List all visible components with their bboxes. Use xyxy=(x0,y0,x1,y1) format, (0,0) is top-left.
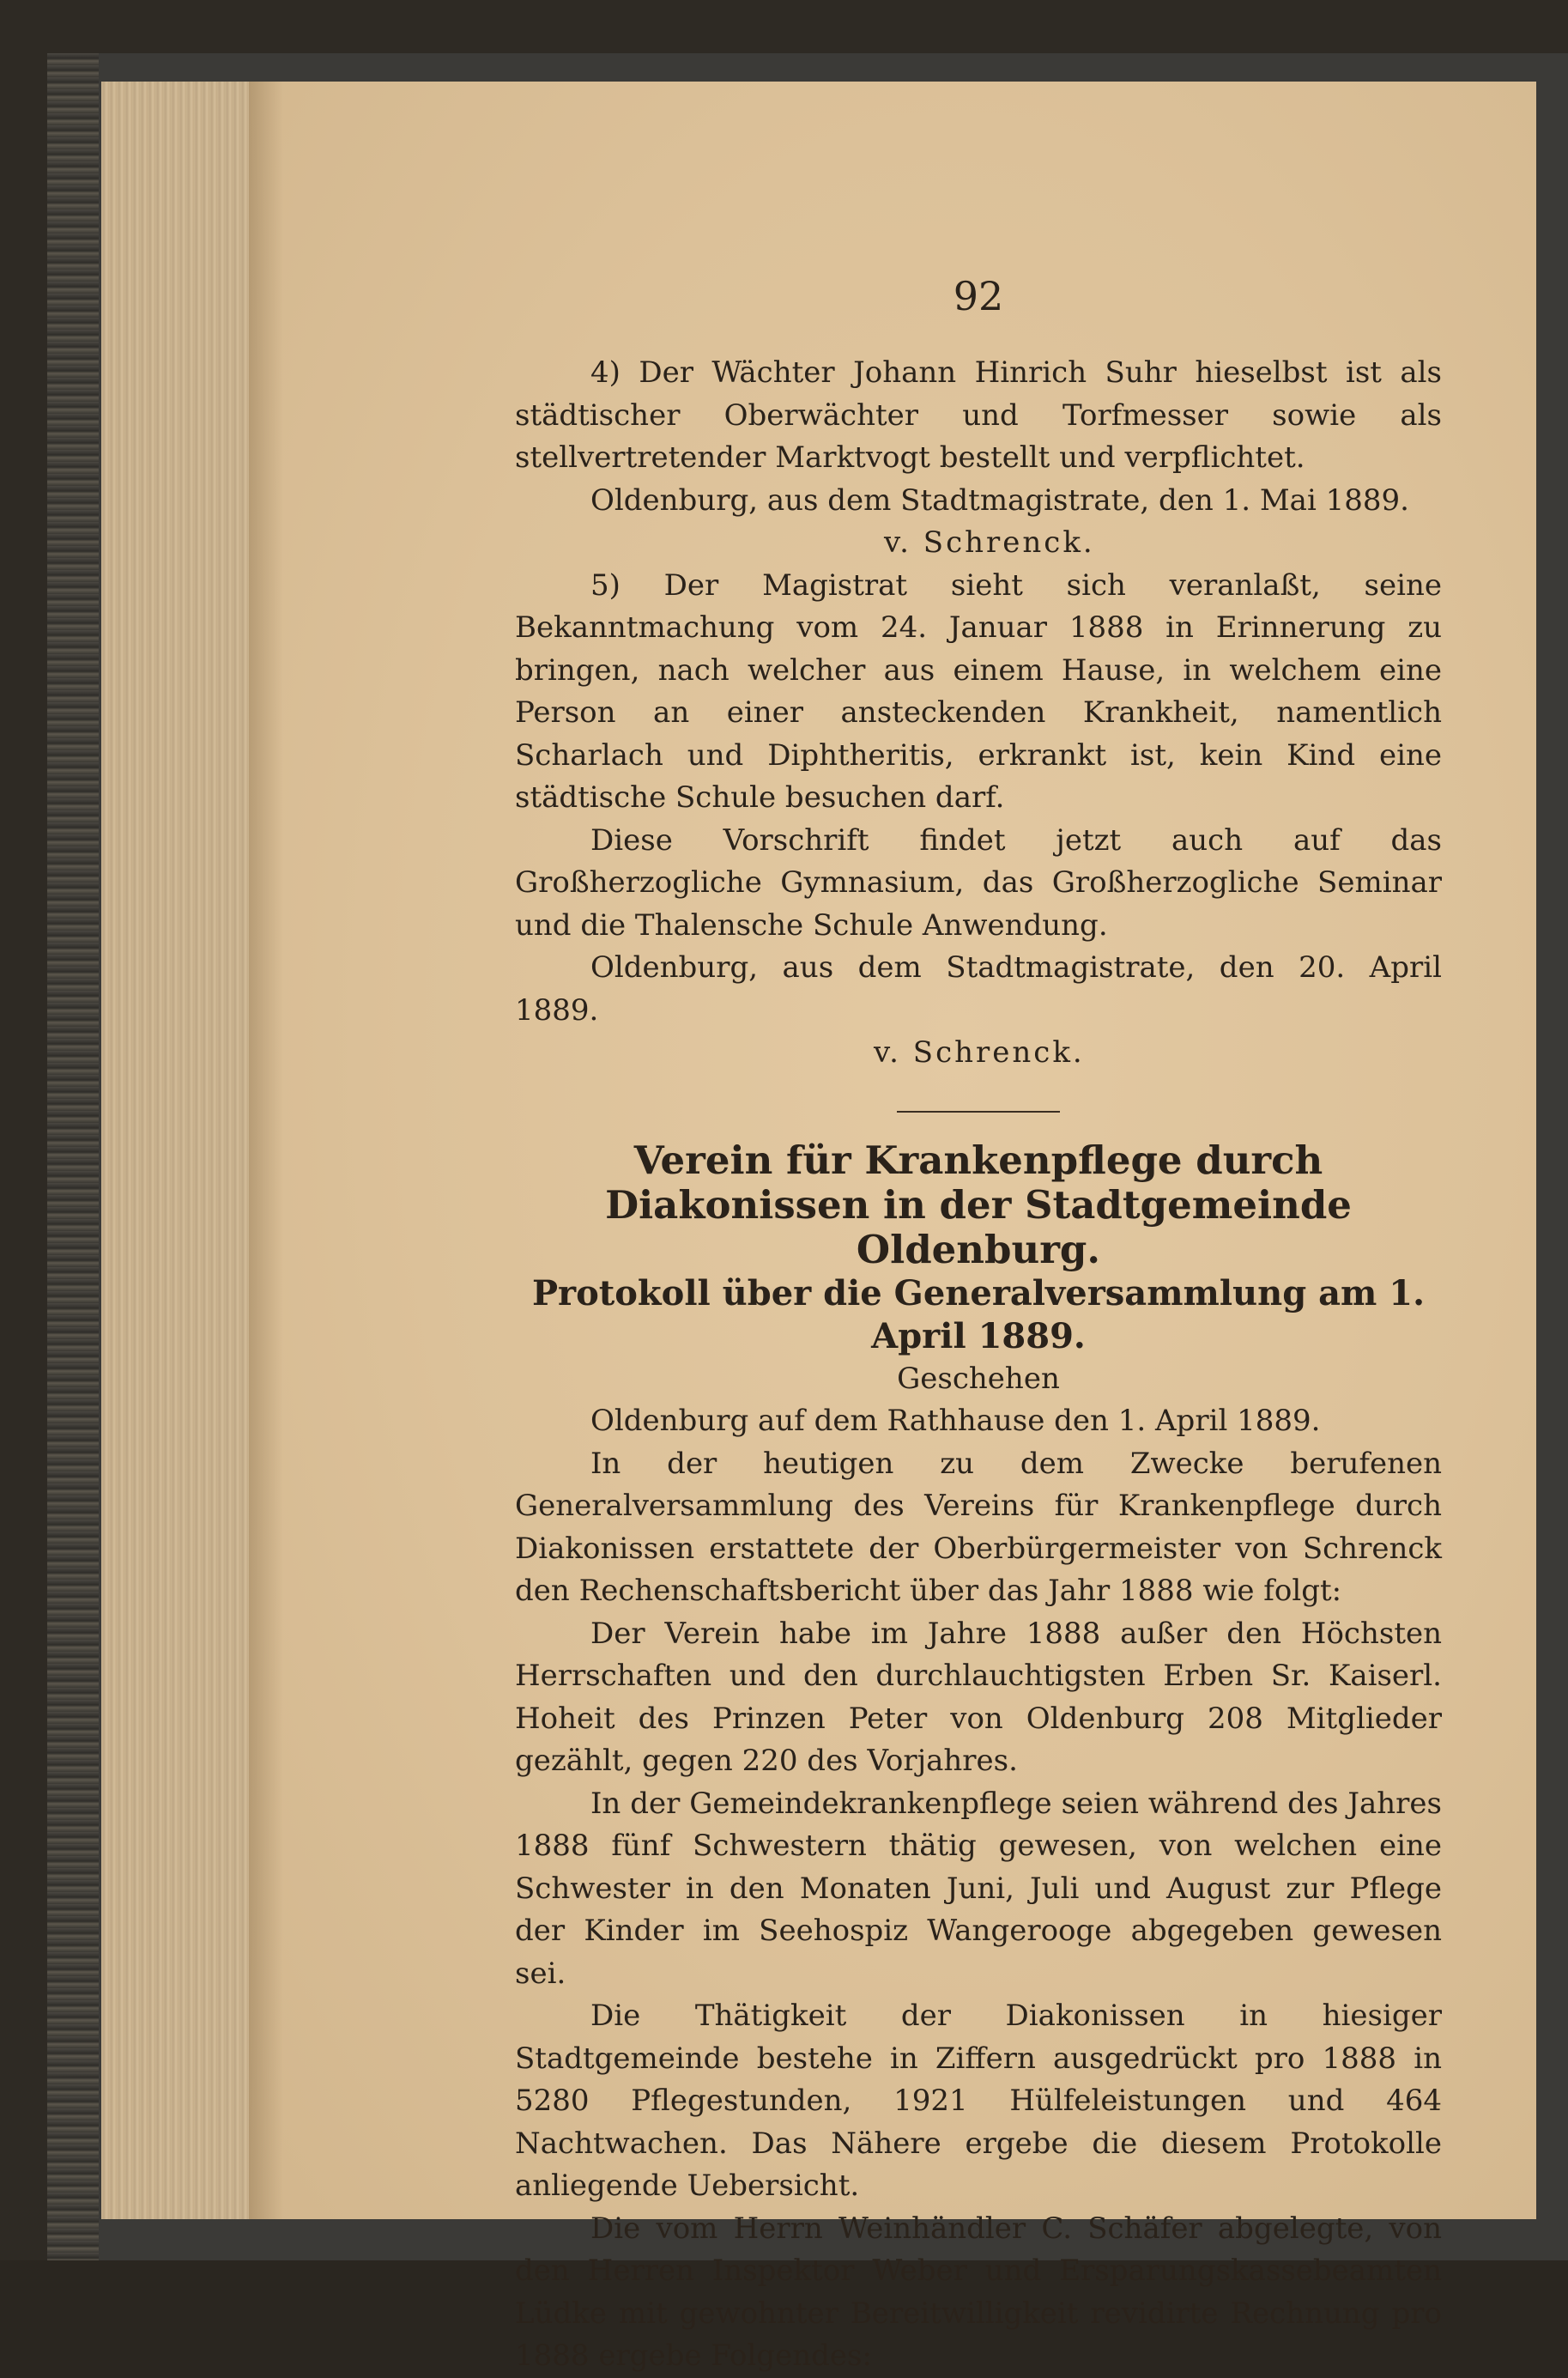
book-spine xyxy=(47,53,99,2260)
page-edges xyxy=(101,82,256,2219)
page-body xyxy=(515,352,1442,2378)
paragraph-members: Der Verein habe im Jahre 1888 außer den Höchsten Herrschaften und den durchlauchtigsten Erben Sr. Kaiserl. Hoheit des Prinzen Peter von Oldenburg 208 Mitglieder gezählt, gegen 220 des Vorjahres. xyxy=(515,1616,1442,1778)
section-heading: Verein für Krankenpflege durch Diakonissen in der Stadtgemeinde Oldenburg. xyxy=(605,1137,1352,1272)
signature-1: v. Schrenck. xyxy=(884,525,1095,560)
paragraph-sisters: In der Gemeindekrankenpflege seien während des Jahres 1888 fünf Schwestern thätig gewesen, von welchen eine Schwester in den Monaten Juni, Juli und August zur Pflege der Kinder im Seehospiz Wangerooge abgegeben gewesen sei. xyxy=(515,1786,1442,1991)
date-line-1: Oldenburg, aus dem Stadtmagistrate, den 1. Mai 1889. xyxy=(590,482,1409,518)
paragraph-report-intro: In der heutigen zu dem Zwecke berufenen Generalversammlung des Vereins für Krankenpflege durch Diakonissen erstattete der Oberbürgermeister von Schrenck den Rechenschaftsbericht über das Jahr 1888 wie folgt: xyxy=(515,1446,1442,1608)
paragraph-5: 5) Der Magistrat sieht sich veranlaßt, seine Bekanntmachung vom 24. Januar 1888 in Erinnerung zu bringen, nach welcher aus einem Hause, in welchem eine Person an einer ansteckenden Krankheit, namentlich Scharlach und Diphtheritis, erkrankt ist, kein Kind eine städtische Schule besuchen darf. xyxy=(515,567,1442,815)
page-number: 92 xyxy=(953,273,1004,319)
place-date-line: Oldenburg auf dem Rathhause den 1. April 1889. xyxy=(590,1404,1321,1438)
signature-2: v. Schrenck. xyxy=(874,1035,1085,1070)
paragraph-4: 4) Der Wächter Johann Hinrich Suhr hieselbst ist als städtischer Oberwächter und Torfmesser sowie als stellvertretender Marktvogt bestellt und verpflichtet. xyxy=(515,355,1442,475)
page-gutter-shadow xyxy=(249,82,283,2219)
paragraph-5b: Diese Vorschrift findet jetzt auch auf das Großherzogliche Gymnasium, das Großherzogliche Seminar und die Thalensche Schule Anwendung. xyxy=(515,822,1442,943)
paragraph-accounts: Die vom Herrn Weinhändler C. Schäfer abgelegte, von den Herren Inspektor Weber und Ersparungskassebeamten Lüdke mit gewohnter Bereitwilligkeit revidirte Rechnung pro 1888 ergebe Folgendes: xyxy=(515,2211,1442,2373)
section-divider xyxy=(897,1111,1060,1113)
geschehen-line: Geschehen xyxy=(897,1361,1060,1396)
date-line-2: Oldenburg, aus dem Stadtmagistrate, den 20. April 1889. xyxy=(515,950,1442,1028)
paragraph-activity: Die Thätigkeit der Diakonissen in hiesiger Stadtgemeinde bestehe in Ziffern ausgedrückt pro 1888 in 5280 Pflegestunden, 1921 Hülfeleistungen und 464 Nachtwachen. Das Nähere ergebe die diesem Protokolle anliegende Uebersicht. xyxy=(515,1999,1442,2203)
section-subheading: Protokoll über die Generalversammlung am 1. April 1889. xyxy=(531,1272,1426,1356)
